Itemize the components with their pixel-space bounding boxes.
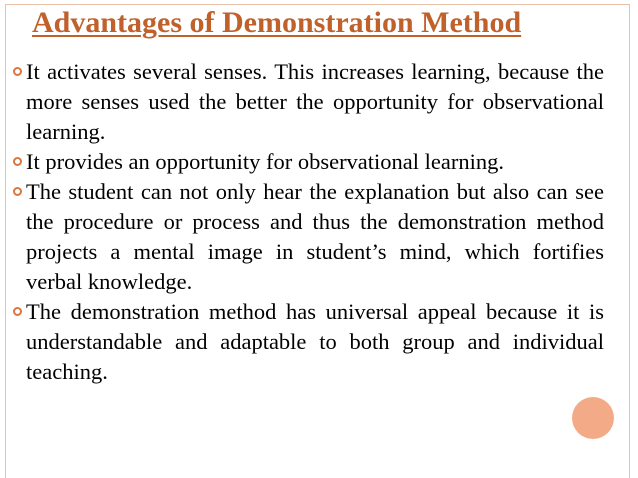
- bullet-text: The student can not only hear the explanation but also can see the procedure or process and thus the demonstration method projects a mental image in student’s mind, which fortifies verbal knowledge.: [26, 179, 604, 294]
- bullet-ring-icon: [13, 187, 22, 196]
- bullet-ring-icon: [13, 157, 22, 166]
- bullet-text: It activates several senses. This increases learning, because the more senses used the better the opportunity for observational learning.: [26, 59, 604, 144]
- bullet-list: [10, 57, 604, 387]
- decorative-circle-icon: [572, 397, 614, 439]
- bullet-text: The demonstration method has universal appeal because it is understandable and adaptable to both group and individual teaching.: [26, 299, 604, 384]
- bullet-text: It provides an opportunity for observational learning.: [26, 149, 505, 174]
- bullet-item: [10, 57, 604, 147]
- bullet-item: [10, 147, 604, 177]
- bullet-ring-icon: [13, 67, 22, 76]
- bullet-item: [10, 297, 604, 387]
- slide-title: Advantages of Demonstration Method: [32, 6, 522, 39]
- bullet-ring-icon: [13, 307, 22, 316]
- bullet-item: [10, 177, 604, 297]
